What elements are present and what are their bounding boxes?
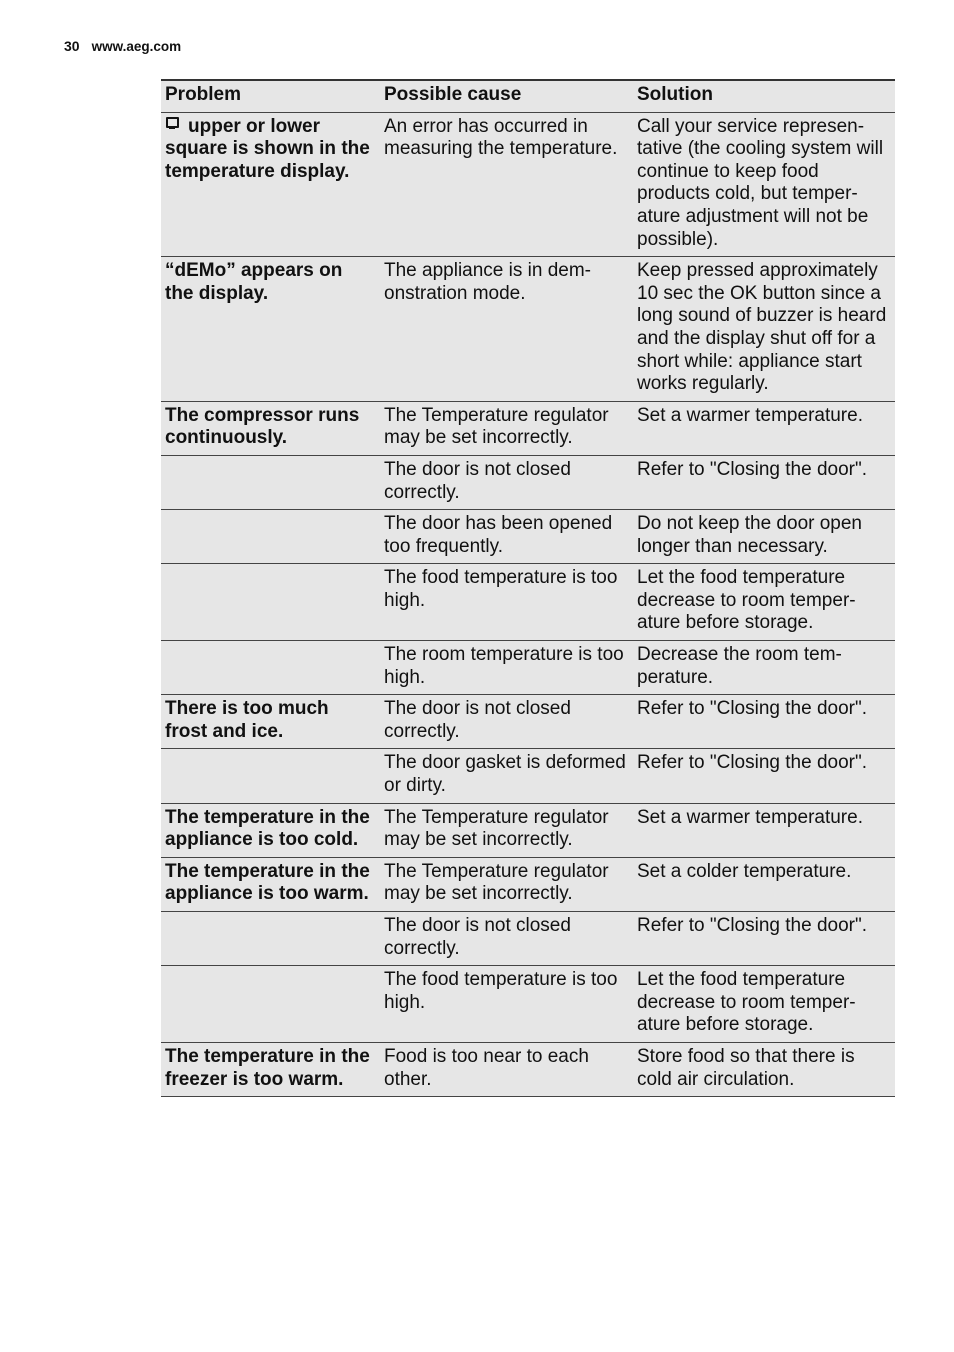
problem-cell: The temperature in the freezer is too warm.: [161, 1042, 380, 1096]
table-row: [161, 966, 895, 1043]
solution-cell: Set a colder temperature.: [633, 857, 895, 911]
problem-cell: [161, 966, 380, 1043]
column-header-problem: Problem: [161, 80, 380, 112]
table-row: [161, 749, 895, 803]
cause-cell: The Temperature regulator may be set incorrectly.: [380, 857, 633, 911]
cause-cell: An error has occurred in measuring the temperature.: [380, 112, 633, 257]
troubleshooting-table: [161, 79, 895, 1097]
problem-cell: [161, 112, 380, 257]
solution-cell: Set a warmer temperature.: [633, 401, 895, 455]
solution-cell: Set a warmer temperature.: [633, 803, 895, 857]
cause-cell: The door is not closed correctly.: [380, 695, 633, 749]
table-row: [161, 401, 895, 455]
solution-cell: Decrease the room temperature.: [633, 641, 895, 695]
table-row: [161, 510, 895, 564]
table-row: [161, 641, 895, 695]
solution-cell: Refer to "Closing the door".: [633, 695, 895, 749]
problem-cell: [161, 564, 380, 641]
cause-cell: The food temperature is too high.: [380, 966, 633, 1043]
cause-cell: The food temperature is too high.: [380, 564, 633, 641]
site-url: www.aeg.com: [91, 39, 182, 54]
table-row: [161, 857, 895, 911]
table-row: [161, 912, 895, 966]
table-row: [161, 695, 895, 749]
cause-cell: The door has been opened too frequently.: [380, 510, 633, 564]
solution-cell: Let the food temperature decrease to room temperature before storage.: [633, 966, 895, 1043]
problem-cell: The temperature in the appliance is too cold.: [161, 803, 380, 857]
problem-cell: [161, 455, 380, 509]
solution-cell: Refer to "Closing the door".: [633, 455, 895, 509]
table-row: [161, 257, 895, 402]
table-row: [161, 803, 895, 857]
problem-cell: There is too much frost and ice.: [161, 695, 380, 749]
solution-cell: Refer to "Closing the door".: [633, 749, 895, 803]
solution-cell: Keep pressed approximately 10 sec the OK button since a long sound of buzzer is heard and the display shut off for a short while: appliance start works regularly.: [633, 257, 895, 402]
problem-cell: [161, 912, 380, 966]
cause-cell: The Temperature regulator may be set incorrectly.: [380, 803, 633, 857]
cause-cell: The appliance is in demonstration mode.: [380, 257, 633, 402]
problem-cell: The temperature in the appliance is too warm.: [161, 857, 380, 911]
cause-cell: The room temperature is too high.: [380, 641, 633, 695]
cause-cell: The door gasket is deformed or dirty.: [380, 749, 633, 803]
table-row: [161, 1042, 895, 1096]
cause-cell: The door is not closed correctly.: [380, 912, 633, 966]
page-number: 30: [64, 38, 80, 54]
cause-cell: The door is not closed correctly.: [380, 455, 633, 509]
problem-text: upper or lower square is shown in the temperature display.: [165, 115, 370, 182]
problem-cell: [161, 749, 380, 803]
display-square-icon: [165, 116, 178, 129]
solution-cell: Do not keep the door open longer than necessary.: [633, 510, 895, 564]
table-header-row: [161, 80, 895, 112]
problem-cell: The compressor runs continuously.: [161, 401, 380, 455]
table-row: [161, 455, 895, 509]
cause-cell: The Temperature regulator may be set incorrectly.: [380, 401, 633, 455]
problem-cell: [161, 510, 380, 564]
table-row: [161, 564, 895, 641]
column-header-cause: Possible cause: [380, 80, 633, 112]
problem-cell: [161, 641, 380, 695]
solution-cell: Store food so that there is cold air circulation.: [633, 1042, 895, 1096]
cause-cell: Food is too near to each other.: [380, 1042, 633, 1096]
page-header: [64, 38, 181, 54]
column-header-solution: Solution: [633, 80, 895, 112]
table-row: [161, 112, 895, 257]
solution-cell: Call your service representative (the cooling system will continue to keep food products cold, but temperature adjustment will not be possible).: [633, 112, 895, 257]
problem-cell: “dEMo” appears on the display.: [161, 257, 380, 402]
solution-cell: Refer to "Closing the door".: [633, 912, 895, 966]
solution-cell: Let the food temperature decrease to room temperature before storage.: [633, 564, 895, 641]
